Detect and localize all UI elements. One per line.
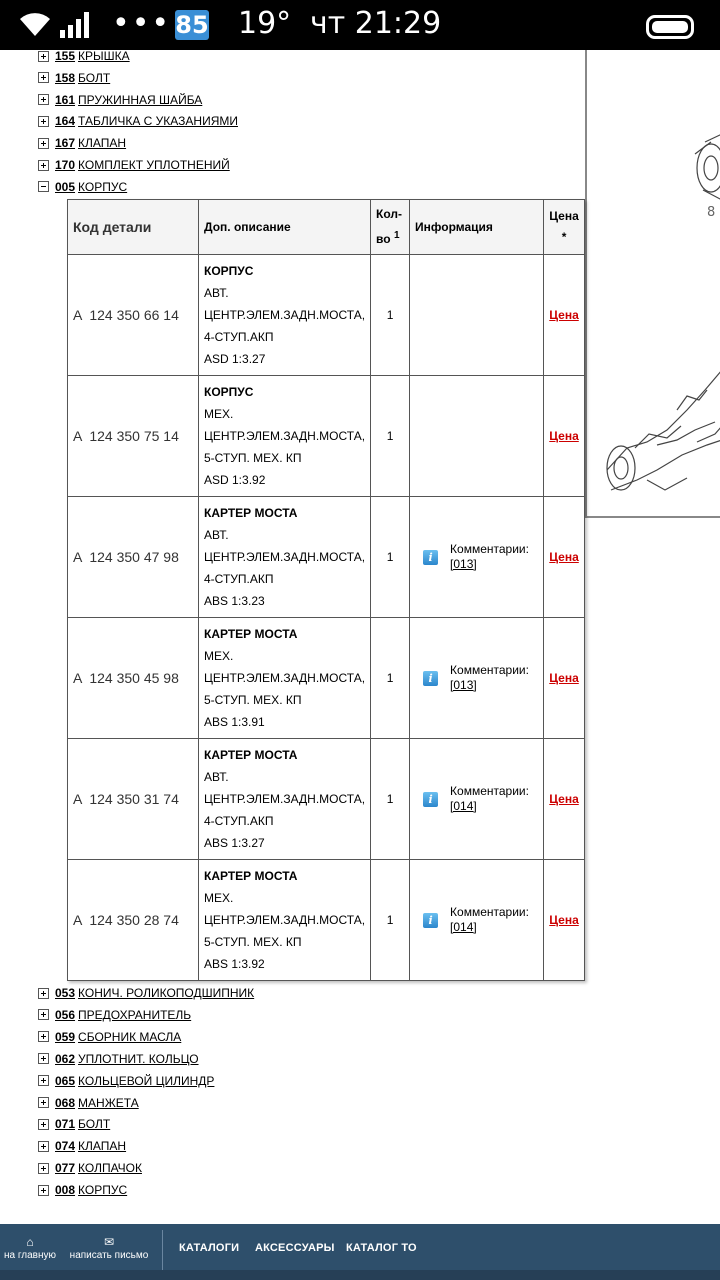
notification-badge: 85 [175, 11, 209, 39]
header-code: Код детали [68, 200, 199, 255]
diagram-drawing [587, 50, 720, 516]
tree-item[interactable] [38, 1093, 139, 1113]
price-link[interactable]: Цена [549, 550, 579, 564]
tree-item[interactable] [38, 111, 238, 131]
part-number: A 124 350 45 98 [68, 618, 199, 739]
part-quantity: 1 [371, 255, 410, 376]
part-description [199, 739, 371, 860]
tree-item-code[interactable]: 164 [55, 114, 76, 129]
part-description-line: ABS 1:3.27 [204, 836, 265, 850]
wifi-icon [18, 10, 52, 38]
parts-diagram[interactable] [585, 50, 720, 518]
diagram-callout: 8 [707, 205, 716, 220]
temperature-readout: 19° [238, 6, 292, 41]
part-description [199, 497, 371, 618]
tree-item[interactable] [38, 133, 126, 153]
part-description-line: МЕХ. [204, 407, 234, 421]
expand-icon[interactable] [38, 51, 49, 62]
clock: чт 21:29 [310, 6, 442, 41]
tree-item-name[interactable]: КОРПУС [78, 179, 128, 194]
expand-icon[interactable] [38, 1031, 49, 1042]
tree-item-name[interactable]: КОЛЬЦЕВОЙ ЦИЛИНДР [78, 1073, 215, 1088]
price-cell [544, 376, 585, 497]
part-description-line: ЦЕНТР.ЭЛЕМ.ЗАДН.МОСТА, [204, 913, 366, 927]
tree-item-code[interactable]: 059 [55, 1029, 76, 1044]
part-description-line: 5-СТУП. МЕХ. КП [204, 451, 302, 465]
tree-item[interactable] [38, 90, 202, 110]
tree-item-name[interactable]: БОЛТ [78, 70, 111, 85]
price-cell [544, 497, 585, 618]
tree-item-name[interactable]: МАНЖЕТА [78, 1095, 139, 1110]
tree-item-code[interactable]: 008 [55, 1183, 76, 1198]
tree-item[interactable] [38, 46, 130, 66]
comment-link[interactable]: [013] [450, 557, 477, 571]
part-number: A 124 350 47 98 [68, 497, 199, 618]
price-cell [544, 618, 585, 739]
tree-item-code[interactable]: 077 [55, 1161, 76, 1176]
part-quantity: 1 [371, 739, 410, 860]
info-icon[interactable]: i [423, 671, 438, 686]
tree-item-code[interactable]: 158 [55, 70, 76, 85]
tree-item-code[interactable]: 170 [55, 158, 76, 172]
nav-accessories[interactable]: АКСЕССУАРЫ [255, 1242, 335, 1254]
tree-item-name[interactable]: КОМПЛЕКТ УПЛОТНЕНИЙ [78, 158, 230, 172]
part-description-line: ЦЕНТР.ЭЛЕМ.ЗАДН.МОСТА, [204, 550, 366, 564]
tree-item[interactable] [38, 1027, 181, 1047]
part-description [199, 860, 371, 981]
part-description-line: АВТ. [204, 770, 229, 784]
part-description-line: ЦЕНТР.ЭЛЕМ.ЗАДН.МОСТА, [204, 671, 366, 685]
tree-item-name[interactable]: КЛАПАН [78, 1139, 127, 1154]
header-desc: Доп. описание [199, 200, 371, 255]
table-row [68, 618, 585, 739]
nav-catalog-to[interactable]: КАТАЛОГ ТО [346, 1242, 417, 1254]
tree-item[interactable] [38, 1114, 110, 1134]
tree-item-code[interactable]: 065 [55, 1073, 76, 1088]
tree-item-code[interactable]: 071 [55, 1117, 76, 1132]
tree-item[interactable] [38, 1158, 142, 1178]
part-description-line: АВТ. [204, 528, 229, 542]
info-icon[interactable]: i [423, 913, 438, 928]
comment-link[interactable]: [014] [450, 920, 477, 934]
expand-icon[interactable] [38, 94, 49, 105]
comment-link[interactable]: [014] [450, 799, 477, 813]
part-quantity: 1 [371, 860, 410, 981]
tree-item-name[interactable]: КОНИЧ. РОЛИКОПОДШИПНИК [78, 986, 255, 1000]
part-quantity: 1 [371, 497, 410, 618]
home-link-label: на главную [3, 1250, 57, 1261]
nav-catalogs[interactable]: КАТАЛОГИ [179, 1242, 240, 1254]
tree-item-code[interactable]: 062 [55, 1051, 76, 1066]
nav-divider [162, 1230, 163, 1274]
part-description-line: ЦЕНТР.ЭЛЕМ.ЗАДН.МОСТА, [204, 792, 366, 806]
tree-item[interactable] [38, 1005, 191, 1025]
tree-item-code[interactable]: 053 [55, 986, 76, 1000]
info-icon[interactable]: i [423, 550, 438, 565]
expand-icon[interactable] [38, 160, 49, 171]
part-info [410, 255, 544, 376]
part-title: КАРТЕР МОСТА [204, 869, 298, 883]
info-icon[interactable]: i [423, 792, 438, 807]
tree-item[interactable] [38, 983, 254, 1003]
expand-icon[interactable] [38, 1185, 49, 1196]
part-description-line: ABS 1:3.23 [204, 594, 265, 608]
status-bar [0, 0, 720, 50]
part-description-line: МЕХ. [204, 891, 234, 905]
part-description-line: 5-СТУП. МЕХ. КП [204, 935, 302, 949]
tree-item-name[interactable]: КРЫШКА [78, 49, 130, 63]
part-title: КАРТЕР МОСТА [204, 506, 298, 520]
table-row [68, 376, 585, 497]
bottom-strip [0, 1270, 720, 1280]
part-description-line: ABS 1:3.91 [204, 715, 265, 729]
write-letter-label: написать письмо [69, 1250, 149, 1261]
expand-icon[interactable] [38, 988, 49, 999]
table-row [68, 739, 585, 860]
price-cell [544, 255, 585, 376]
part-description-line: 4-СТУП.АКП [204, 814, 274, 828]
part-title: КАРТЕР МОСТА [204, 748, 298, 762]
collapse-icon[interactable] [38, 181, 49, 192]
header-info: Информация [410, 200, 544, 255]
parts-table [67, 199, 585, 981]
part-description-line: МЕХ. [204, 649, 234, 663]
expand-icon[interactable] [38, 116, 49, 127]
part-title: КОРПУС [204, 385, 254, 399]
tree-item-code[interactable]: 068 [55, 1095, 76, 1110]
part-info [410, 739, 544, 860]
header-price [544, 200, 585, 255]
price-link[interactable]: Цена [549, 429, 579, 443]
tree-item-name[interactable]: КОЛПАЧОК [78, 1161, 142, 1176]
tree-item[interactable] [38, 1071, 214, 1091]
part-description [199, 618, 371, 739]
header-qty-label: Кол-во [376, 207, 403, 246]
part-description-line: 5-СТУП. МЕХ. КП [204, 693, 302, 707]
expand-icon[interactable] [38, 1141, 49, 1152]
header-qty [371, 200, 410, 255]
tree-item-code[interactable]: 167 [55, 136, 76, 151]
tree-item-name[interactable]: БОЛТ [78, 1117, 111, 1132]
home-link[interactable] [2, 1236, 58, 1261]
part-title: КАРТЕР МОСТА [204, 627, 298, 641]
part-description-line: ASD 1:3.27 [204, 352, 266, 366]
comment-label: Комментарии: [450, 542, 529, 556]
expand-icon[interactable] [38, 1119, 49, 1130]
part-description-line: АВТ. [204, 286, 229, 300]
header-qty-sup: 1 [393, 230, 400, 241]
tree-item-code[interactable]: 074 [55, 1139, 76, 1154]
price-cell [544, 739, 585, 860]
tree-item[interactable] [38, 68, 110, 88]
tree-item-name[interactable]: КЛАПАН [78, 136, 127, 151]
comment-label: Комментарии: [450, 663, 529, 677]
header-price-label: Цена [549, 209, 579, 223]
table-row [68, 860, 585, 981]
tree-item[interactable] [38, 177, 127, 197]
price-link[interactable]: Цена [549, 671, 579, 685]
comment-link[interactable]: [013] [450, 678, 477, 692]
part-info [410, 860, 544, 981]
header-price-sup: * [561, 230, 567, 244]
table-header-row [68, 200, 585, 255]
tree-item[interactable] [38, 1049, 199, 1069]
tree-item-name[interactable]: УПЛОТНИТ. КОЛЬЦО [78, 1051, 199, 1066]
comment-label: Комментарии: [450, 905, 529, 919]
part-title: КОРПУС [204, 264, 254, 278]
table-row [68, 497, 585, 618]
part-info [410, 618, 544, 739]
part-description-line: ЦЕНТР.ЭЛЕМ.ЗАДН.МОСТА, [204, 429, 366, 443]
part-info [410, 376, 544, 497]
tree-item-code[interactable]: 161 [55, 92, 76, 107]
expand-icon[interactable] [38, 1009, 49, 1020]
expand-icon[interactable] [38, 1097, 49, 1108]
part-description [199, 255, 371, 376]
battery-icon [646, 15, 694, 39]
price-link[interactable]: Цена [549, 308, 579, 322]
table-row [68, 255, 585, 376]
tree-item-name[interactable]: СБОРНИК МАСЛА [78, 1029, 182, 1044]
part-quantity: 1 [371, 618, 410, 739]
part-number: A 124 350 31 74 [68, 739, 199, 860]
part-number: A 124 350 28 74 [68, 860, 199, 981]
more-notifications-icon: ••• [112, 6, 172, 41]
tree-item-name[interactable]: ПРЕДОХРАНИТЕЛЬ [78, 1007, 192, 1022]
home-icon: ⌂ [26, 1235, 34, 1249]
expand-icon[interactable] [38, 138, 49, 149]
part-number: A 124 350 66 14 [68, 255, 199, 376]
tree-item-name[interactable]: ТАБЛИЧКА С УКАЗАНИЯМИ [78, 114, 238, 129]
tree-item-name[interactable]: ПРУЖИННАЯ ШАЙБА [78, 92, 203, 107]
part-quantity: 1 [371, 376, 410, 497]
write-letter-link[interactable] [66, 1236, 152, 1261]
signal-icon [60, 12, 92, 38]
tree-item[interactable] [38, 1180, 127, 1200]
part-description-line: ASD 1:3.92 [204, 473, 266, 487]
comment-label: Комментарии: [450, 784, 529, 798]
tree-item[interactable] [38, 155, 230, 175]
expand-icon[interactable] [38, 1053, 49, 1064]
price-cell [544, 860, 585, 981]
expand-icon[interactable] [38, 72, 49, 83]
part-info [410, 497, 544, 618]
part-description [199, 376, 371, 497]
part-description-line: ЦЕНТР.ЭЛЕМ.ЗАДН.МОСТА, [204, 308, 366, 322]
tree-item[interactable] [38, 1136, 126, 1156]
tree-item-code[interactable]: 005 [55, 179, 76, 194]
part-description-line: 4-СТУП.АКП [204, 572, 274, 586]
expand-icon[interactable] [38, 1163, 49, 1174]
expand-icon[interactable] [38, 1075, 49, 1086]
tree-item-name[interactable]: КОРПУС [78, 1183, 128, 1198]
tree-item-code[interactable]: 056 [55, 1007, 76, 1022]
envelope-icon: ✉ [103, 1235, 115, 1249]
price-link[interactable]: Цена [549, 913, 579, 927]
tree-item-code[interactable]: 155 [55, 49, 76, 63]
part-number: A 124 350 75 14 [68, 376, 199, 497]
part-description-line: 4-СТУП.АКП [204, 330, 274, 344]
price-link[interactable]: Цена [549, 792, 579, 806]
part-description-line: ABS 1:3.92 [204, 957, 265, 971]
